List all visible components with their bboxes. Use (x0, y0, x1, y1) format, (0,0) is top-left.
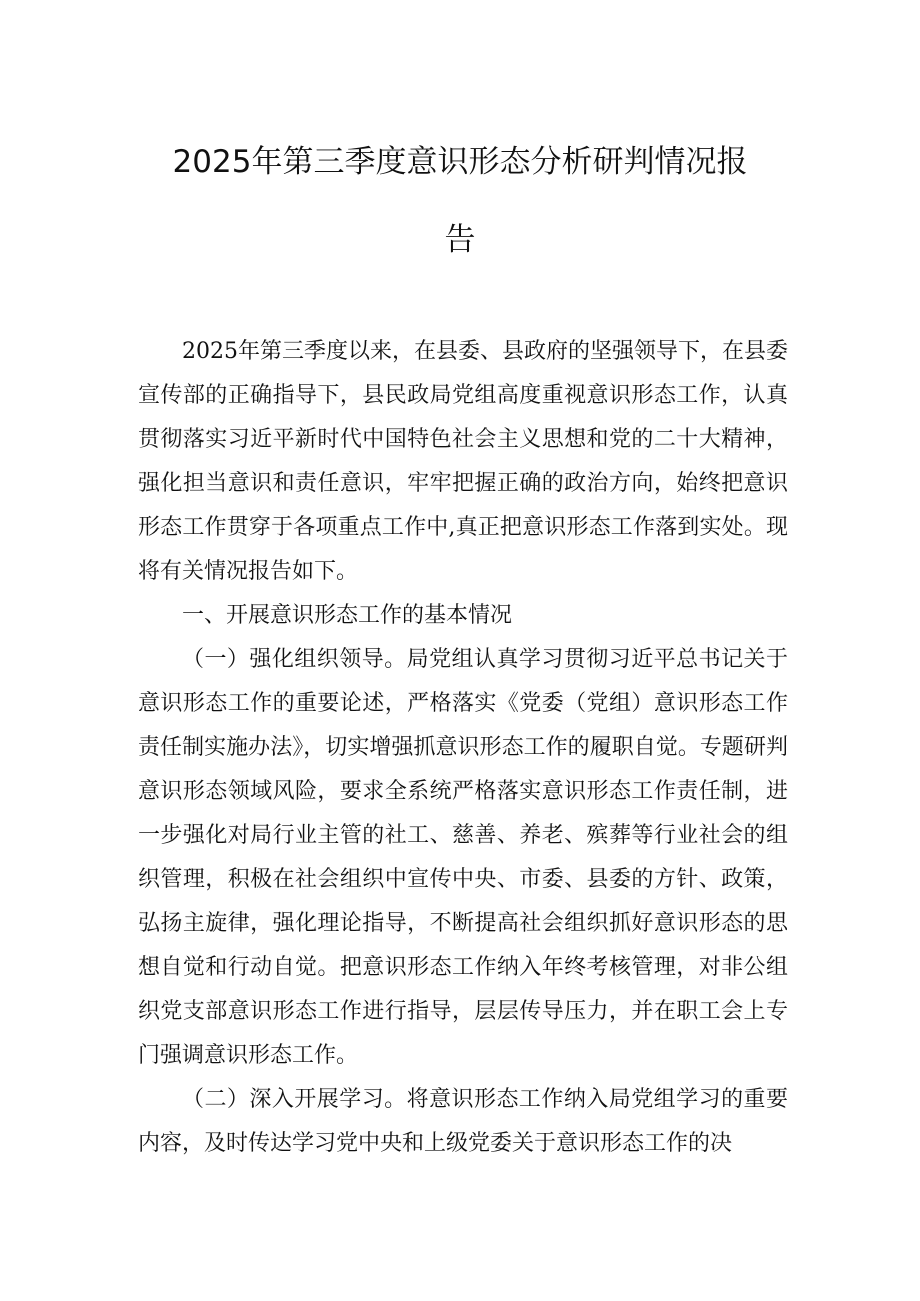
document-title-line-2: 告 (444, 222, 476, 258)
section-heading-1: 一、开展意识形态工作的基本情况 (182, 603, 513, 628)
document-body (138, 330, 788, 1166)
intro-paragraph: 2025年第三季度以来，在县委、县政府的坚强领导下，在县委宣传部的正确指导下，县民政局党组高度重视意识形态工作，认真贯彻落实习近平新时代中国特色社会主义思想和党的二十大精神，强化担当意识和责任意识，牢牢把握正确的政治方向，始终把意识形态工作贯穿于各项重点工作中,真正把意识形态工作落到实处。现将有关情况报告如下。 (138, 339, 788, 584)
subsection-paragraph-2: （二）深入开展学习。将意识形态工作纳入局党组学习的重要内容，及时传达学习党中央和上级党委关于意识形态工作的决 (138, 1087, 788, 1156)
document-title-line-1: 2025年第三季度意识形态分析研判情况报 (172, 144, 748, 180)
subsection-paragraph-1: （一）强化组织领导。局党组认真学习贯彻习近平总书记关于意识形态工作的重要论述，严格落实《党委（党组）意识形态工作责任制实施办法》，切实增强抓意识形态工作的履职自觉。专题研判意识形态领域风险，要求全系统严格落实意识形态工作责任制，进一步强化对局行业主管的社工、慈善、养老、殡葬等行业社会的组织管理，积极在社会组织中宣传中央、市委、县委的方针、政策，弘扬主旋律，强化理论指导，不断提高社会组织抓好意识形态的思想自觉和行动自觉。把意识形态工作纳入年终考核管理，对非公组织党支部意识形态工作进行指导，层层传导压力，并在职工会上专门强调意识形态工作。 (138, 647, 788, 1068)
